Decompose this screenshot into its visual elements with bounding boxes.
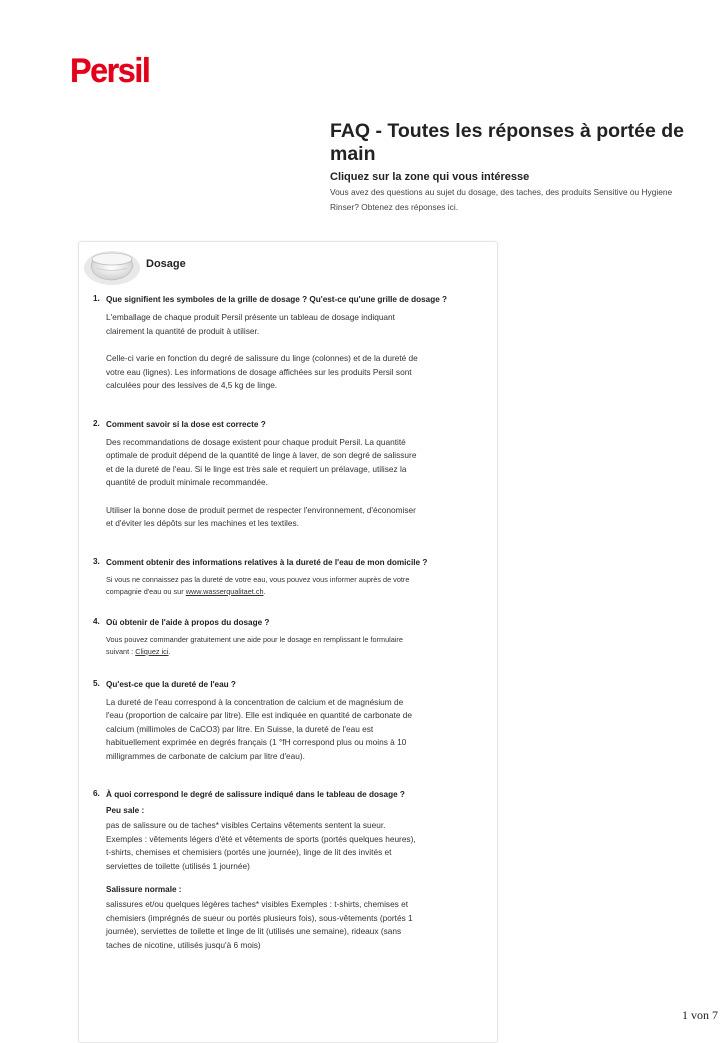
faq-answer: La dureté de l'eau correspond à la concentration de calcium et de magnésium de l'eau (proportion de calcaire par litre). Elle est indiquée en quantité de carbonate de calcium (millimoles de CaCO3) par litre. En Suisse, la dureté de l'eau est habituellement exprimée en degrés français (1 °fH correspond plus ou moins à 10 milligrammes de carbonate de calcium par litre d'eau).: [106, 696, 412, 761]
faq-item: [93, 557, 493, 599]
faq-question: Comment savoir si la dose est correcte ?: [106, 419, 266, 429]
faq-answer: [106, 634, 426, 659]
faq-number: 6.: [93, 789, 100, 798]
faq-answer: [106, 574, 426, 599]
faq-answer: Utiliser la bonne dose de produit permet de respecter l'environnement, d'économiser et d'éviter les dépôts sur les machines et les textiles.: [106, 504, 416, 528]
faq-number: 4.: [93, 616, 100, 626]
hero: [330, 120, 690, 215]
card-header: [79, 242, 497, 288]
section-title: Dosage: [146, 258, 186, 270]
intro-text: Vous avez des questions au sujet du dosage, des taches, des produits Sensitive ou Hygiene Rinser? Obtenez des réponses ici.: [330, 187, 673, 212]
punctuation: .: [263, 587, 266, 596]
faq-number: 1.: [93, 294, 100, 303]
faq-question: Comment obtenir des informations relatives à la dureté de l'eau de mon domicile ?: [106, 557, 428, 567]
faq-number: 2.: [93, 418, 100, 428]
order-form-link[interactable]: Cliquez ici: [135, 647, 169, 656]
faq-number: 5.: [93, 678, 100, 688]
persil-logo: Persil: [70, 52, 150, 90]
page-subtitle: Cliquez sur la zone qui vous intéresse: [330, 171, 530, 183]
faq-question: Que signifient les symboles de la grille de dosage ? Qu'est-ce qu'une grille de dosage ?: [106, 295, 448, 304]
dosing-cap-icon: [83, 246, 141, 286]
faq-question: À quoi correspond le degré de salissure indiqué dans le tableau de dosage ?: [106, 790, 405, 799]
faq-number: 3.: [93, 556, 100, 566]
faq-question: Qu'est-ce que la dureté de l'eau ?: [106, 679, 236, 689]
faq-item: [93, 617, 493, 659]
faq-answer: Celle-ci varie en fonction du degré de salissure du linge (colonnes) et de la dureté de votre eau (lignes). Les informations de dosage affichées sur les produits Persil sont calculées pour des lessives de 4,5 kg de linge.: [106, 353, 418, 390]
faq-answer: salissures et/ou quelques légères taches* visibles Exemples : t-shirts, chemises et chemisiers (imprégnés de sueur ou portés plusieurs fois), sous-vêtements (portés 1 journée), serviettes de toilette et linge de lit (utilisés une semaine), rideaux (sans taches de nicotine, utilisés jusqu'à 6 mois): [106, 899, 413, 950]
faq-answer-text: Si vous ne connaissez pas la dureté de votre eau, vous pouvez vous informer auprès de votre compagnie d'eau ou sur: [106, 574, 410, 596]
faq-subheading: Salissure normale :: [106, 885, 182, 894]
faq-question: Où obtenir de l'aide à propos du dosage ?: [106, 617, 270, 627]
faq-item: [93, 789, 493, 952]
punctuation: .: [168, 647, 171, 656]
faq-card: [78, 241, 498, 1043]
faq-answer: Des recommandations de dosage existent pour chaque produit Persil. La quantité optimale de produit dépend de la quantité de linge à laver, de son degré de salissure et de la dureté de l'eau. Si le linge est très sale et requiert un prélavage, utilisez la quantité de produit minimale recommandée.: [106, 436, 417, 487]
faq-list: [93, 294, 493, 952]
faq-item: [93, 679, 493, 764]
faq-answer: L'emballage de chaque produit Persil présente un tableau de dosage indiquant clairement la quantité de produit à utiliser.: [106, 312, 395, 336]
faq-subheading: Peu sale :: [106, 806, 145, 815]
water-quality-link[interactable]: www.wasserqualitaet.ch: [185, 587, 264, 596]
faq-item: [93, 294, 493, 393]
faq-item: [93, 419, 493, 531]
page-number: 1 von 7: [682, 1008, 718, 1022]
page-title: FAQ - Toutes les réponses à portée de main: [330, 120, 684, 165]
faq-answer: pas de salissure ou de taches* visibles Certains vêtements sentent la sueur. Exemples : vêtements légers d'été et vêtements de sports (portés quelques heures), t-shirts, chemises et chemisiers (portés une journée), linge de lit des invités et serviettes de toilette (utilisés 1 journée): [106, 820, 416, 871]
faq-answer-text: Vous pouvez commander gratuitement une aide pour le dosage en remplissant le formulaire suivant :: [106, 634, 403, 656]
